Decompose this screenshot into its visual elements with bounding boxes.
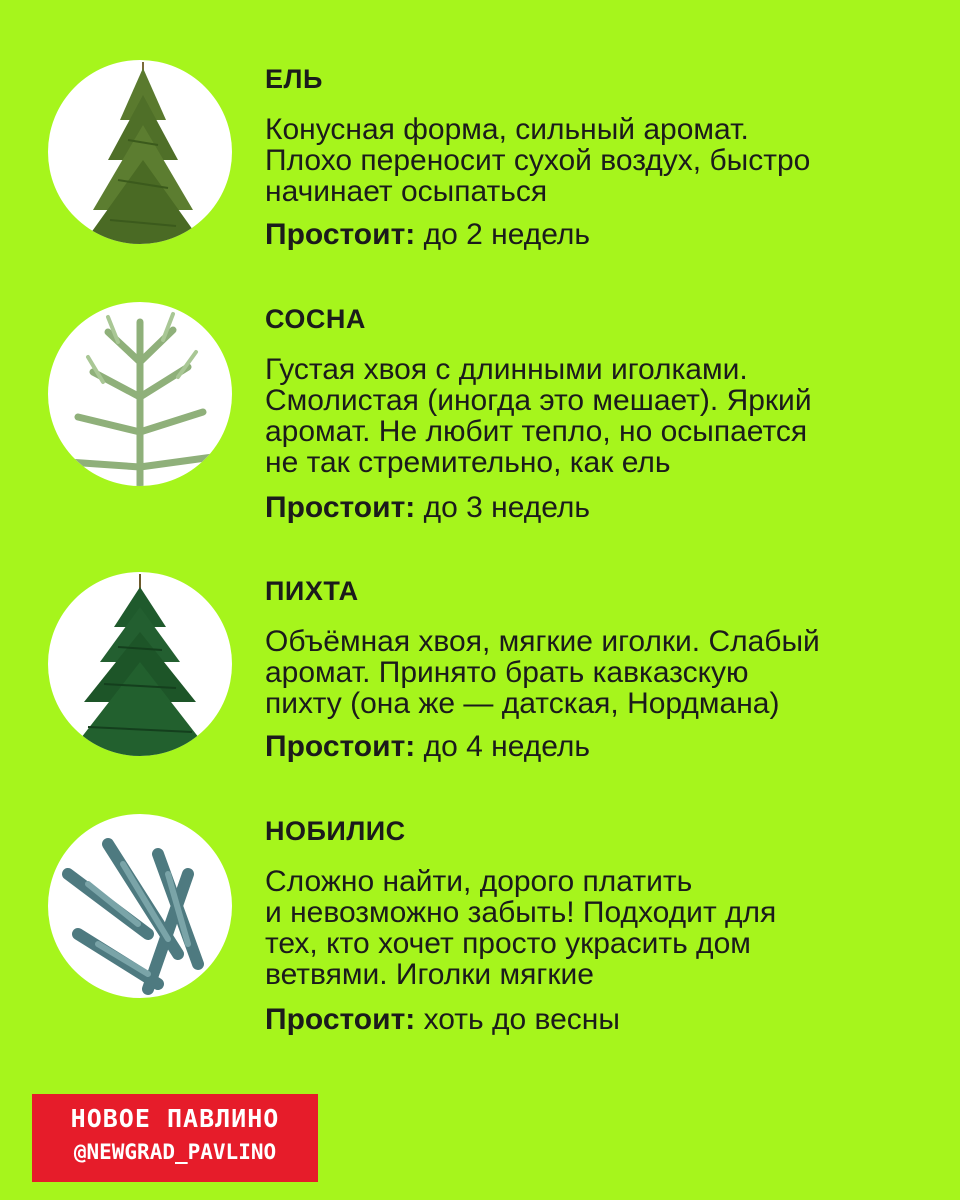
tree-description — [265, 354, 915, 478]
description-line: Конусная форма, сильный аромат. — [265, 113, 749, 146]
lifetime — [265, 1004, 620, 1035]
pine-tree-icon — [48, 302, 232, 486]
tree-title: ПИХТА — [265, 576, 359, 606]
description-line: начинает осыпаться — [265, 175, 548, 208]
description-line: Густая хвоя с длинными иголками. — [265, 353, 748, 386]
description-line: Плохо переносит сухой воздух, быстро — [265, 144, 811, 177]
lifetime — [265, 731, 590, 762]
lifetime-value: до 2 недель — [415, 218, 591, 251]
description-line: аромат. Не любит тепло, но осыпается — [265, 415, 808, 448]
spruce-tree-icon — [48, 60, 232, 244]
tree-description — [265, 626, 915, 719]
nobilis-branches-icon — [48, 814, 232, 998]
lifetime-label: Простоит: — [265, 730, 416, 763]
brand-badge — [32, 1094, 318, 1182]
lifetime — [265, 219, 590, 250]
lifetime — [265, 492, 590, 523]
lifetime-label: Простоит: — [265, 491, 416, 524]
description-line: Смолистая (иногда это мешает). Яркий — [265, 384, 812, 417]
lifetime-label: Простоит: — [265, 218, 416, 251]
lifetime-value: до 4 недель — [415, 730, 591, 763]
description-line: Сложно найти, дорого платить — [265, 865, 693, 898]
description-line: и невозможно забыть! Подходит для — [265, 896, 777, 929]
lifetime-value: до 3 недель — [415, 491, 591, 524]
tree-description — [265, 866, 915, 990]
description-line: не так стремительно, как ель — [265, 446, 671, 479]
description-line: пихту (она же — датская, Нордмана) — [265, 687, 780, 720]
tree-title: ЕЛЬ — [265, 64, 323, 94]
description-line: Объёмная хвоя, мягкие иголки. Слабый — [265, 625, 820, 658]
description-line: аромат. Принято брать кавказскую — [265, 656, 749, 689]
brand-name: НОВОЕ ПАВЛИНО — [70, 1104, 280, 1133]
tree-title: СОСНА — [265, 304, 366, 334]
lifetime-label: Простоит: — [265, 1003, 416, 1036]
fir-tree-icon — [48, 572, 232, 756]
tree-description — [265, 114, 915, 207]
tree-title: НОБИЛИС — [265, 816, 406, 846]
description-line: тех, кто хочет просто украсить дом — [265, 927, 751, 960]
lifetime-value: хоть до весны — [415, 1003, 620, 1036]
brand-handle: @NEWGRAD_PAVLINO — [73, 1140, 277, 1164]
description-line: ветвями. Иголки мягкие — [265, 958, 594, 991]
